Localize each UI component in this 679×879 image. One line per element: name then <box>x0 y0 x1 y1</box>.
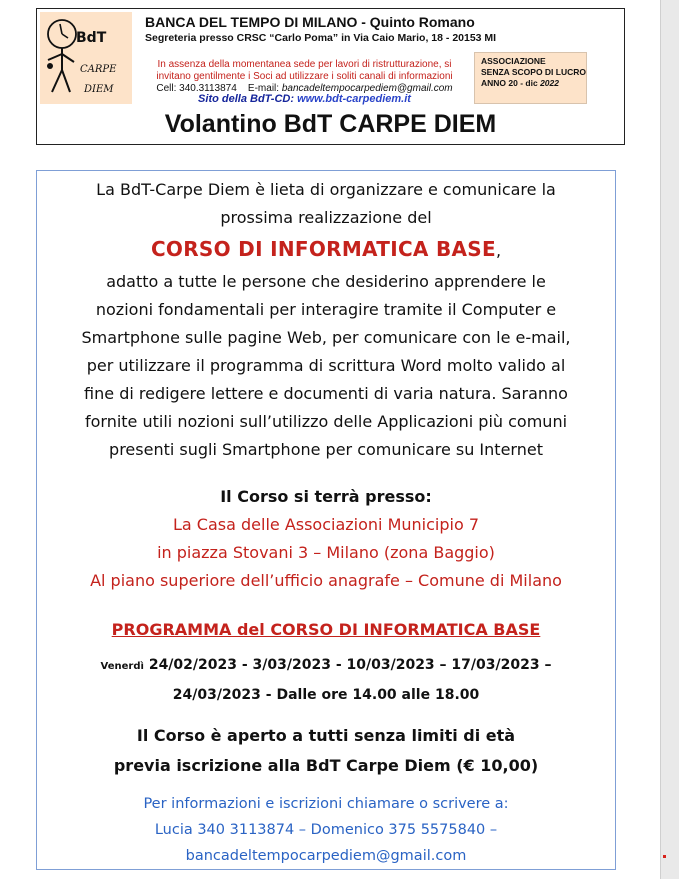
location-block <box>37 511 615 595</box>
course-name-line: CORSO DI INFORMATICA BASE, <box>150 237 502 261</box>
org-name: BANCA DEL TEMPO DI MILANO - Quinto Romano <box>145 14 475 30</box>
notice-block <box>137 59 472 95</box>
logo-carpe-text: CARPE <box>80 64 117 75</box>
info-email-link[interactable]: bancadeltempocarpediem@gmail.com <box>185 848 467 864</box>
info-line: Per informazioni e iscrizioni chiamare o scrivere a: <box>143 796 509 812</box>
enrollment-note <box>37 721 615 781</box>
logo-diem-text: DIEM <box>84 84 114 95</box>
description-line: Smartphone sulle pagine Web, per comunicare con le e-mail, <box>81 328 571 347</box>
location-heading: Il Corso si terrà presso: <box>220 487 432 506</box>
edge-mark <box>663 855 666 858</box>
description-line: nozioni fondamentali per interagire tramite il Computer e <box>95 300 557 319</box>
program-title: PROGRAMMA del CORSO DI INFORMATICA BASE <box>111 620 541 639</box>
site-label: Sito della BdT-CD: <box>198 93 294 105</box>
location-line: La Casa delle Associazioni Municipio 7 <box>172 515 479 534</box>
association-badge <box>474 52 587 104</box>
intro-line: prossima realizzazione del <box>220 208 432 227</box>
location-line: Al piano superiore dell’ufficio anagrafe – Comune di Milano <box>90 571 562 590</box>
location-line: in piazza Stovani 3 – Milano (zona Baggio) <box>157 543 495 562</box>
dates-day: Venerdì <box>100 661 144 672</box>
segreteria-address: Segreteria presso CRSC “Carlo Poma” in Via Caio Mario, 18 - 20153 MI <box>145 32 497 44</box>
email-address[interactable]: bancadeltempocarpediem@gmail.com <box>281 83 453 94</box>
notice-line: In assenza della momentanea sede per lavori di ristrutturazione, si <box>157 59 452 70</box>
logo-bdt-text: BdT <box>76 30 107 46</box>
description-line: fornite utili nozioni sull’utilizzo delle Applicazioni più comuni <box>84 412 568 431</box>
description-line: per utilizzare il programma di scrittura Word molto valido al <box>86 356 566 375</box>
course-dates <box>37 651 615 709</box>
header-text <box>137 12 617 44</box>
cell-number: Cell: 340.3113874 <box>156 83 237 94</box>
clock-figure-icon <box>40 12 132 104</box>
enrollment-line: Il Corso è aperto a tutti senza limiti di età <box>136 726 516 745</box>
association-line: SENZA SCOPO DI LUCRO <box>481 67 586 77</box>
contact-info <box>37 791 615 869</box>
course-description <box>37 176 615 464</box>
dates-list: 24/02/2023 - 3/03/2023 - 10/03/2023 – 17/03/2023 – <box>148 657 552 673</box>
description-line: presenti sugli Smartphone per comunicare su Internet <box>109 440 543 459</box>
description-line: fine di redigere lettere e documenti di varia natura. Saranno <box>84 384 568 403</box>
course-name: CORSO DI INFORMATICA BASE <box>150 237 496 261</box>
bdt-logo <box>40 12 132 104</box>
flyer-title: Volantino BdT CARPE DIEM <box>164 110 497 138</box>
letterhead <box>36 8 625 145</box>
dates-line <box>37 651 615 681</box>
description-line: adatto a tutte le persone che desiderino apprendere le <box>106 272 546 291</box>
site-line <box>137 93 472 105</box>
dates-line: 24/03/2023 - Dalle ore 14.00 alle 18.00 <box>172 687 480 703</box>
email-label: E-mail: <box>247 83 280 94</box>
page-edge <box>660 0 679 879</box>
site-url-link[interactable]: www.bdt-carpediem.it <box>297 93 411 105</box>
association-line: ASSOCIAZIONE <box>481 56 546 66</box>
association-year: ANNO 20 - dic 2022 <box>481 78 559 88</box>
intro-line: La BdT-Carpe Diem è lieta di organizzare e comunicare la <box>96 180 556 199</box>
info-line: Lucia 340 3113874 – Domenico 375 5575840 – <box>154 822 498 838</box>
flyer-body <box>36 170 616 870</box>
enrollment-line: previa iscrizione alla BdT Carpe Diem (€ 10,00) <box>113 756 539 775</box>
notice-line: invitano gentilmente i Soci ad utilizzare i soliti canali di informazioni <box>156 71 453 82</box>
